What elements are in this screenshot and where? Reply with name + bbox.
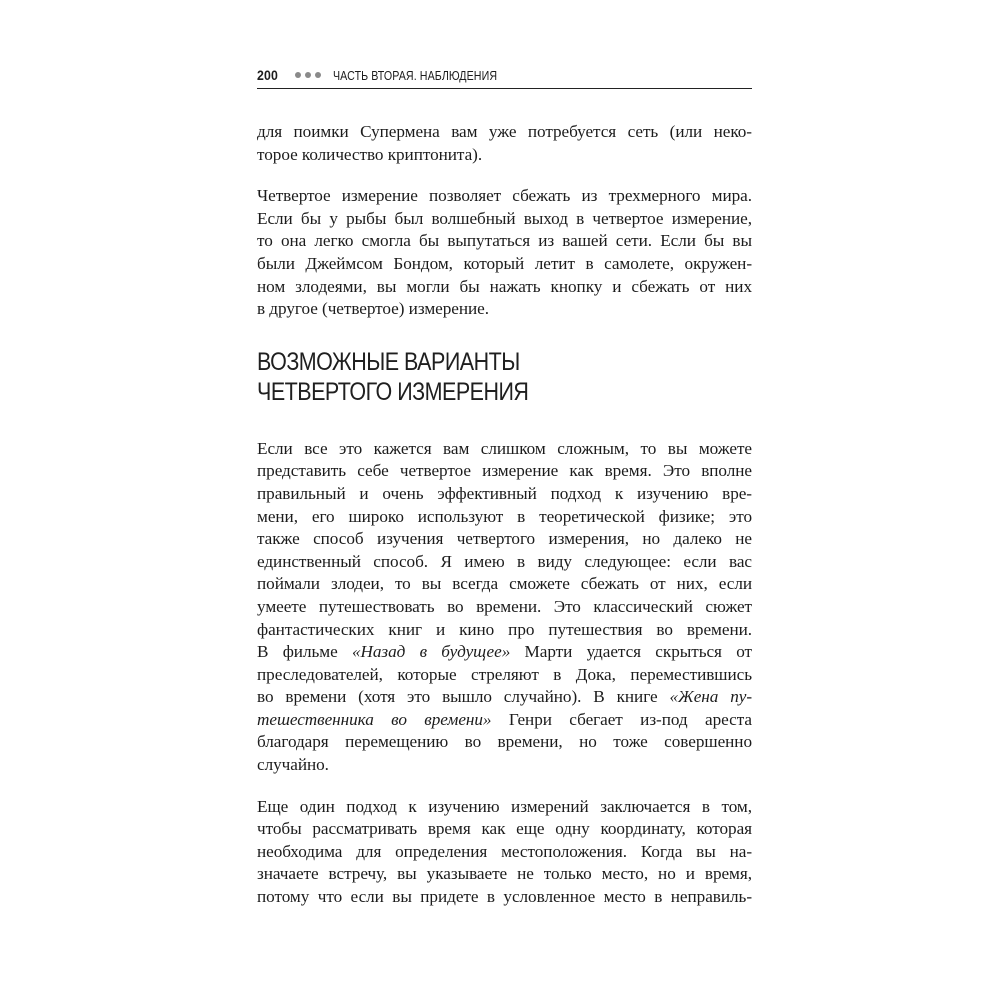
text-line: были Джеймсом Бондом, который летит в самолете, окружен- <box>257 253 752 273</box>
text-run: во времени (хотя это вышло случайно). В книге <box>257 687 670 707</box>
section-heading-line: ВОЗМОЖНЫЕ ВАРИАНТЫ <box>257 347 520 376</box>
text-line <box>257 686 752 709</box>
text-line: единственный способ. Я имею в виду следующее: если вас <box>257 551 752 571</box>
text-line <box>257 709 752 732</box>
text-line: то она легко смогла бы выпутаться из вашей сети. Если бы вы <box>257 231 752 251</box>
text-line: потому что если вы придете в условленное место в неправиль- <box>257 887 752 907</box>
text-line <box>257 641 752 664</box>
text-line: Четвертое измерение позволяет сбежать из трехмерного мира. <box>257 186 752 206</box>
paragraph-2 <box>257 185 752 321</box>
page-number: 200 <box>257 67 279 83</box>
dot-icon <box>295 72 301 78</box>
paragraph-3 <box>257 438 752 777</box>
text-run: Генри сбегает из-под ареста <box>491 709 752 729</box>
text-run: Марти удается скрыться от <box>510 642 752 662</box>
text-line: также способ изучения четвертого измерения, но далеко не <box>257 529 752 549</box>
section-heading <box>257 347 768 407</box>
text-line: Еще один подход к изучению измерений заключается в том, <box>257 796 752 816</box>
text-line: необходима для определения местоположения. Когда вы на- <box>257 841 752 861</box>
dot-icon <box>305 72 311 78</box>
running-header <box>257 60 752 89</box>
text-line: значаете встречу, вы указываете не только место, но и время, <box>257 864 752 884</box>
section-heading-line: ЧЕТВЕРТОГО ИЗМЕРЕНИЯ <box>257 377 529 406</box>
paragraph-4 <box>257 796 752 909</box>
page-body <box>257 121 752 909</box>
dot-icon <box>315 72 321 78</box>
text-line: в другое (четвертое) измерение. <box>257 299 489 319</box>
text-line: преследователей, которые стреляют в Дока, переместившись <box>257 664 752 684</box>
book-title-part: тешественника во времени» <box>257 709 492 729</box>
text-line: представить себе четвертое измерение как время. Это вполне <box>257 461 752 481</box>
book-page <box>257 60 752 980</box>
text-line: умеете путешествовать во времени. Это классический сюжет <box>257 596 752 616</box>
book-title-part: «Жена пу- <box>669 687 752 707</box>
text-line: Если все это кажется вам слишком сложным, то вы можете <box>257 438 752 458</box>
text-run: В фильме <box>257 642 352 662</box>
running-section-title: ЧАСТЬ ВТОРАЯ. НАБЛЮДЕНИЯ <box>333 67 498 83</box>
text-line: для поимки Супермена вам уже потребуется сеть (или неко- <box>257 122 752 141</box>
text-line: фантастических книг и кино про путешествия во времени. <box>257 619 752 639</box>
dots-ornament-icon <box>295 72 321 78</box>
text-line: поймали злодеи, то вы всегда сможете сбежать от них, если <box>257 574 752 594</box>
text-line: случайно. <box>257 755 329 775</box>
text-line: ном злодеями, вы могли бы нажать кнопку и сбежать от них <box>257 276 752 296</box>
text-line: благодаря перемещению во времени, но тоже совершенно <box>257 732 752 752</box>
text-line: чтобы рассматривать время как еще одну координату, которая <box>257 819 752 839</box>
text-line: мени, его широко используют в теоретической физике; это <box>257 506 752 526</box>
paragraph-1 <box>257 121 752 166</box>
text-line: торое количество криптонита). <box>257 144 483 164</box>
film-title: «Назад в будущее» <box>351 642 511 662</box>
text-line: Если бы у рыбы был волшебный выход в четвертое измерение, <box>257 208 752 228</box>
text-line: правильный и очень эффективный подход к изучению вре- <box>257 483 752 503</box>
